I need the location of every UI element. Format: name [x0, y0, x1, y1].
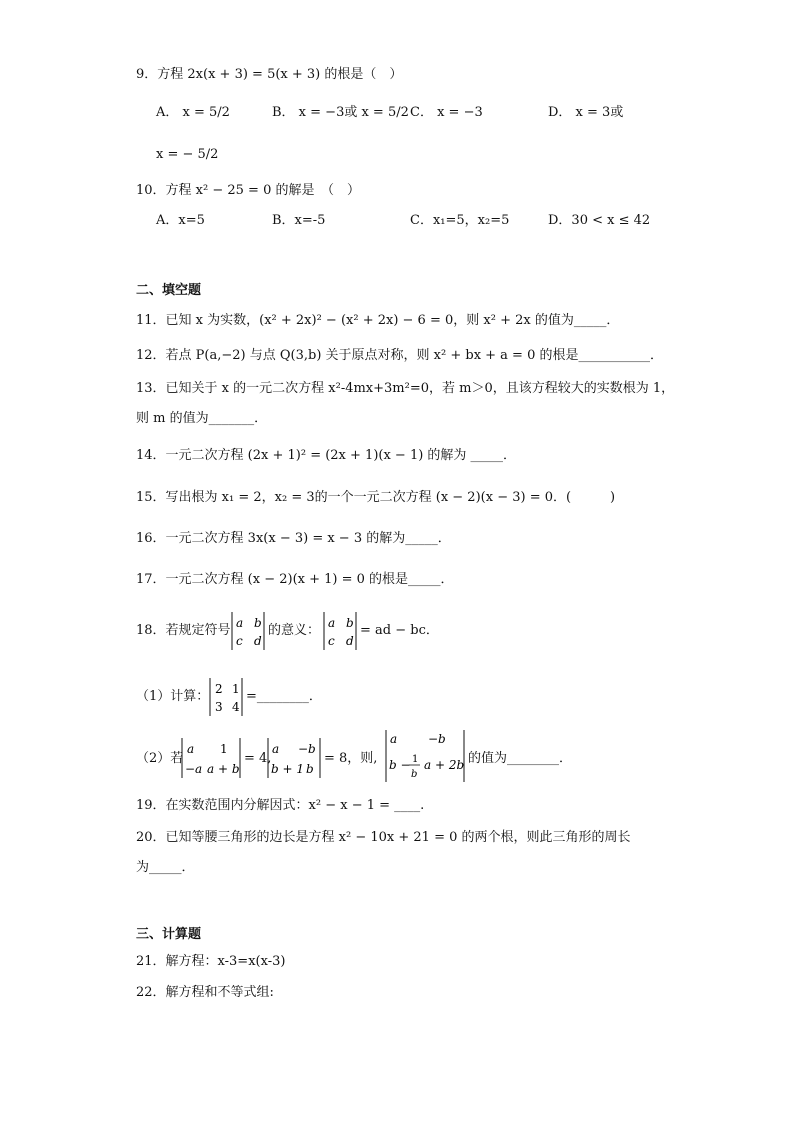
question-9-option-a: A． x = 5/2 — [156, 105, 230, 120]
det-2-c: −a — [185, 762, 203, 776]
det-1-a: 2 — [215, 682, 223, 696]
det-4-a: a — [390, 732, 398, 746]
question-18-intro-prefix: 18．若规定符号 — [136, 623, 231, 638]
question-19: 19．在实数范围内分解因式：x² − x − 1 = ____. — [136, 798, 425, 813]
det-4-c-prefix: b − — [389, 758, 411, 772]
det-generic-d: d — [254, 634, 262, 648]
question-14: 14．一元二次方程 (2x + 1)² = (2x + 1)(x − 1) 的解为 _____． — [136, 448, 517, 463]
question-18-part-2-eq1: = 4, — [244, 751, 272, 766]
det-1-d: 4 — [232, 700, 240, 714]
question-9-option-c: C． x = −3 — [410, 105, 483, 120]
det-3-b: −b — [298, 742, 316, 756]
question-10-option-a: A．x=5 — [156, 213, 205, 228]
question-18-intro-suffix: = ad − bc． — [360, 623, 439, 638]
question-10-option-b: B．x=-5 — [272, 213, 326, 228]
question-15: 15．写出根为 x₁ = 2，x₂ = 3的一个一元二次方程 (x − 2)(x − 3) = 0．( ) — [136, 490, 616, 505]
det-4-b: −b — [428, 732, 446, 746]
question-18-part-1-prefix: （1）计算： — [136, 689, 210, 704]
det-3-a: a — [272, 742, 280, 756]
det-meaning-c: c — [328, 634, 335, 648]
det-meaning-d: d — [346, 634, 354, 648]
question-9-option-d: D． x = 3或 — [548, 105, 624, 120]
question-9-option-d-continued: x = − 5/2 — [156, 147, 219, 162]
determinant-generic-meaning — [322, 610, 358, 652]
question-13-line-2: 则 m 的值为_______． — [136, 411, 268, 426]
question-18-intro-mid: 的意义： — [268, 623, 321, 638]
question-22: 22．解方程和不等式组: — [136, 985, 274, 1000]
question-12: 12．若点 P(a,−2) 与点 Q(3,b) 关于原点对称，则 x² + bx + a = 0 的根是___________． — [136, 348, 663, 363]
question-11: 11．已知 x 为实数，(x² + 2x)² − (x² + 2x) − 6 = 0，则 x² + 2x 的值为_____． — [136, 313, 620, 328]
section-heading-calculation: 三、计算题 — [136, 926, 202, 941]
question-18-part-2-eq2: = 8，则, — [324, 751, 378, 766]
determinant-part-1 — [208, 676, 244, 718]
det-1-c: 3 — [215, 700, 223, 714]
det-2-b: 1 — [220, 742, 228, 756]
question-21: 21．解方程：x-3=x(x-3) — [136, 954, 286, 969]
question-18-part-2-suffix: 的值为________． — [468, 751, 573, 766]
determinant-part-2-first — [180, 736, 242, 780]
question-20-line-2: 为_____． — [136, 860, 195, 875]
question-20-line-1: 20．已知等腰三角形的边长是方程 x² − 10x + 21 = 0 的两个根，则此三角形的周长 — [136, 830, 631, 845]
det-4-c-numerator: 1 — [412, 754, 419, 765]
question-13-line-1: 13．已知关于 x 的一元二次方程 x²-4mx+3m²=0，若 m＞0，且该方程较大的实数根为 1， — [136, 381, 675, 396]
det-2-d: a + b — [207, 762, 240, 776]
det-generic-b: b — [254, 616, 262, 630]
question-10-option-c: C．x₁=5，x₂=5 — [410, 213, 510, 228]
determinant-part-2-target — [384, 728, 466, 784]
det-3-d: b — [306, 762, 314, 776]
det-2-a: a — [187, 742, 195, 756]
det-meaning-a: a — [328, 616, 336, 630]
section-heading-fill-blank: 二、填空题 — [136, 282, 202, 297]
question-10-stem: 10．方程 x² − 25 = 0 的解是 （ ） — [136, 183, 360, 198]
question-18-part-1-suffix: =________． — [246, 689, 322, 704]
question-18-part-2-prefix: （2）若 — [136, 751, 184, 766]
question-9-option-b: B． x = −3或 x = 5/2 — [272, 105, 409, 120]
det-3-c: b + 1 — [271, 762, 304, 776]
det-generic-c: c — [236, 634, 243, 648]
question-17: 17．一元二次方程 (x − 2)(x + 1) = 0 的根是_____． — [136, 572, 454, 587]
det-4-d: a + 2b — [424, 758, 465, 772]
determinant-generic-definition — [230, 610, 266, 652]
question-9-stem: 9．方程 2x(x + 3) = 5(x + 3) 的根是（ ） — [136, 67, 403, 82]
question-10-option-d: D．30 < x ≤ 42 — [548, 213, 651, 228]
det-1-b: 1 — [232, 682, 240, 696]
det-meaning-b: b — [346, 616, 354, 630]
question-16: 16．一元二次方程 3x(x − 3) = x − 3 的解为_____． — [136, 531, 451, 546]
det-4-c-denominator: b — [411, 769, 418, 780]
determinant-part-2-second — [266, 736, 322, 780]
det-generic-a: a — [236, 616, 244, 630]
